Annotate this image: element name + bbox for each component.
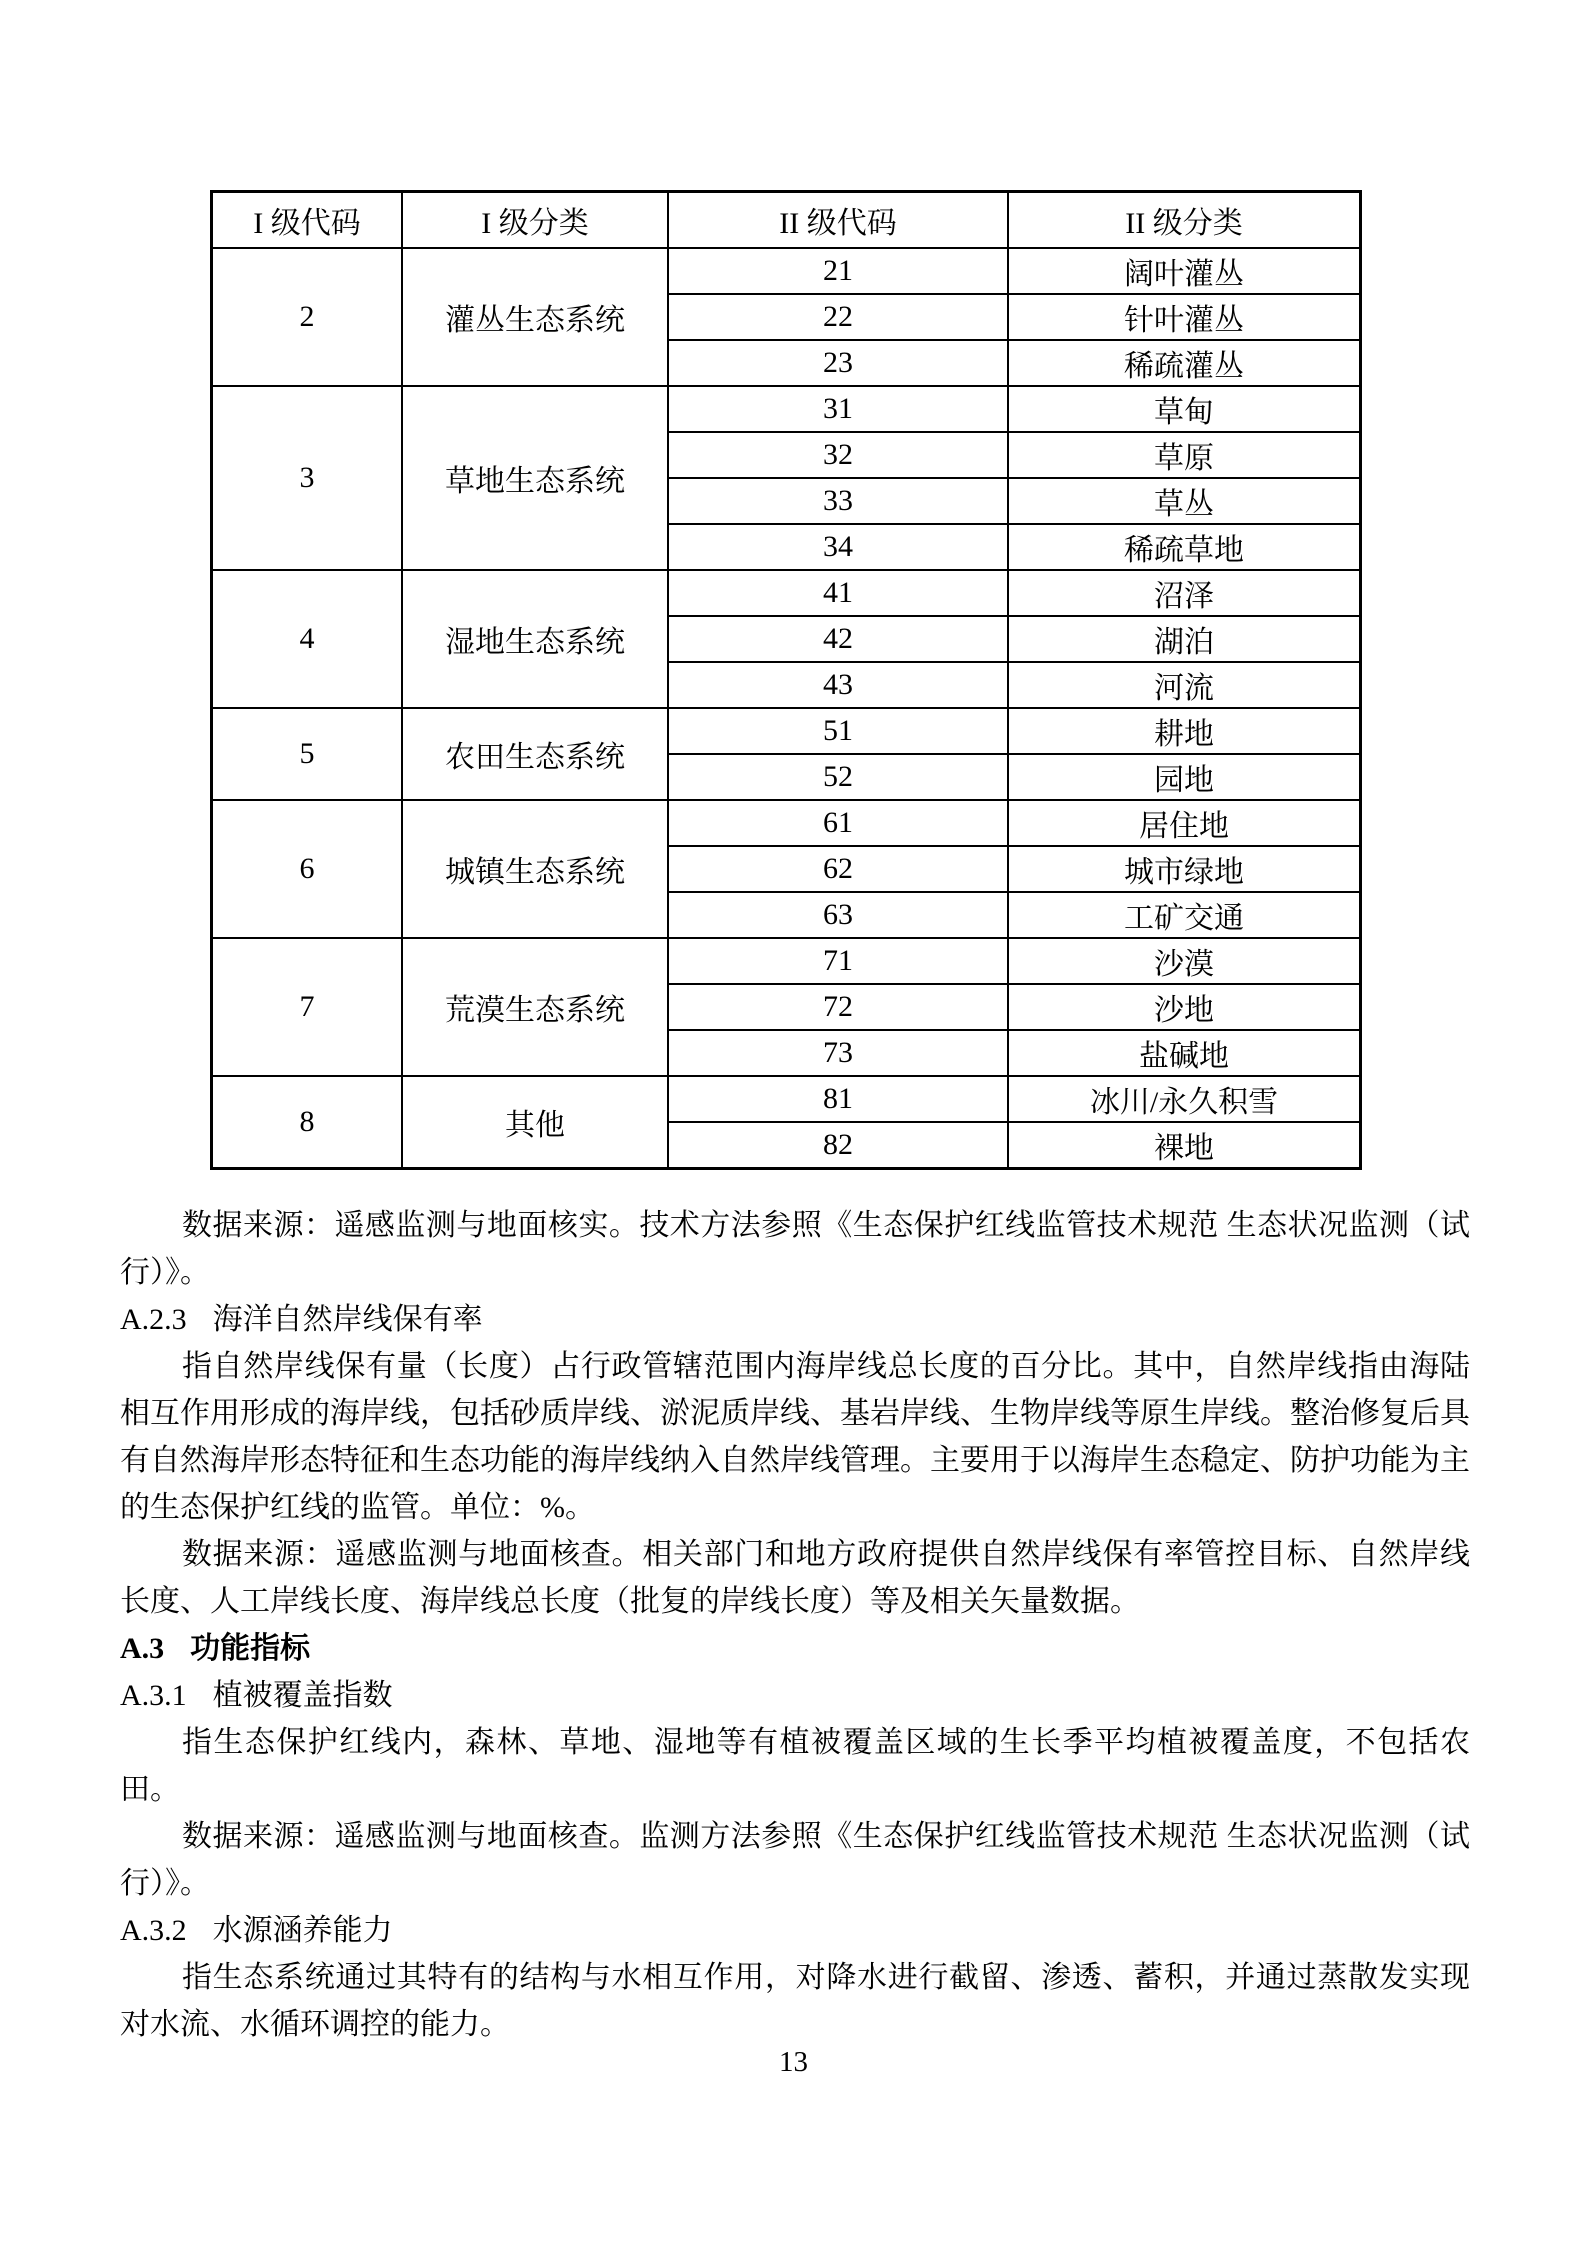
l1-code-cell: 6 — [212, 800, 403, 938]
l2-class-cell: 草丛 — [1008, 478, 1361, 524]
l2-code-cell: 32 — [668, 432, 1008, 478]
section-heading — [120, 1296, 1470, 1343]
l2-code-cell: 42 — [668, 616, 1008, 662]
table-row — [212, 800, 1361, 846]
table-row — [212, 386, 1361, 432]
column-header: II 级分类 — [1008, 192, 1361, 249]
l2-class-cell: 冰川/永久积雪 — [1008, 1076, 1361, 1122]
l2-class-cell: 裸地 — [1008, 1122, 1361, 1169]
l1-code-cell: 2 — [212, 248, 403, 386]
l2-code-cell: 31 — [668, 386, 1008, 432]
l1-code-cell: 5 — [212, 708, 403, 800]
paragraph: 指自然岸线保有量（长度）占行政管辖范围内海岸线总长度的百分比。其中，自然岸线指由海陆相互作用形成的海岸线，包括砂质岸线、淤泥质岸线、基岩岸线、生物岸线等原生岸线。整治修复后具有自然海岸形态特征和生态功能的海岸线纳入自然岸线管理。主要用于以海岸生态稳定、防护功能为主的生态保护红线的监管。单位：%。 — [120, 1350, 1470, 1524]
l1-class-cell: 其他 — [402, 1076, 668, 1169]
l2-class-cell: 稀疏草地 — [1008, 524, 1361, 570]
classification-table — [210, 190, 1362, 1170]
section-heading — [120, 1625, 1470, 1672]
l2-class-cell: 草原 — [1008, 432, 1361, 478]
table-row — [212, 938, 1361, 984]
document-body — [120, 1202, 1470, 2048]
l2-code-cell: 41 — [668, 570, 1008, 616]
table-row — [212, 248, 1361, 294]
l1-code-cell: 7 — [212, 938, 403, 1076]
l1-code-cell: 4 — [212, 570, 403, 708]
l2-class-cell: 稀疏灌丛 — [1008, 340, 1361, 386]
l1-class-cell: 城镇生态系统 — [402, 800, 668, 938]
section-number: A.2.3 — [120, 1303, 187, 1336]
l2-class-cell: 城市绿地 — [1008, 846, 1361, 892]
l2-class-cell: 湖泊 — [1008, 616, 1361, 662]
l2-code-cell: 71 — [668, 938, 1008, 984]
column-header: I 级分类 — [402, 192, 668, 249]
l2-class-cell: 工矿交通 — [1008, 892, 1361, 938]
l2-class-cell: 居住地 — [1008, 800, 1361, 846]
l2-code-cell: 43 — [668, 662, 1008, 708]
paragraph: 数据来源：遥感监测与地面核查。相关部门和地方政府提供自然岸线保有率管控目标、自然岸线长度、人工岸线长度、海岸线总长度（批复的岸线长度）等及相关矢量数据。 — [120, 1538, 1470, 1618]
column-header: II 级代码 — [668, 192, 1008, 249]
section-number: A.3.2 — [120, 1914, 187, 1947]
l2-code-cell: 52 — [668, 754, 1008, 800]
section-title: 植被覆盖指数 — [212, 1679, 393, 1712]
l1-code-cell: 8 — [212, 1076, 403, 1169]
l2-class-cell: 沙地 — [1008, 984, 1361, 1030]
page-number: 13 — [779, 2046, 808, 2078]
l2-code-cell: 33 — [668, 478, 1008, 524]
l2-code-cell: 81 — [668, 1076, 1008, 1122]
l2-class-cell: 园地 — [1008, 754, 1361, 800]
table-row — [212, 1076, 1361, 1122]
l2-class-cell: 河流 — [1008, 662, 1361, 708]
l2-code-cell: 73 — [668, 1030, 1008, 1076]
l2-code-cell: 62 — [668, 846, 1008, 892]
l1-class-cell: 草地生态系统 — [402, 386, 668, 570]
l2-class-cell: 耕地 — [1008, 708, 1361, 754]
table-row — [212, 708, 1361, 754]
l2-code-cell: 22 — [668, 294, 1008, 340]
l2-code-cell: 61 — [668, 800, 1008, 846]
column-header: I 级代码 — [212, 192, 403, 249]
l2-class-cell: 草甸 — [1008, 386, 1361, 432]
l2-class-cell: 盐碱地 — [1008, 1030, 1361, 1076]
section-heading — [120, 1907, 1470, 1954]
l2-code-cell: 34 — [668, 524, 1008, 570]
section-title: 功能指标 — [190, 1632, 311, 1665]
paragraph: 指生态保护红线内，森林、草地、湿地等有植被覆盖区域的生长季平均植被覆盖度，不包括农田。 — [120, 1726, 1470, 1806]
section-number: A.3.1 — [120, 1679, 187, 1712]
table-header-row — [212, 192, 1361, 249]
paragraph: 指生态系统通过其特有的结构与水相互作用，对降水进行截留、渗透、蓄积，并通过蒸散发实现对水流、水循环调控的能力。 — [120, 1961, 1470, 2041]
section-title: 水源涵养能力 — [212, 1914, 393, 1947]
l1-class-cell: 农田生态系统 — [402, 708, 668, 800]
l2-code-cell: 21 — [668, 248, 1008, 294]
l2-class-cell: 阔叶灌丛 — [1008, 248, 1361, 294]
paragraph: 数据来源：遥感监测与地面核实。技术方法参照《生态保护红线监管技术规范 生态状况监测（试行）》。 — [120, 1209, 1470, 1289]
section-heading — [120, 1672, 1470, 1719]
l1-class-cell: 灌丛生态系统 — [402, 248, 668, 386]
l2-class-cell: 沙漠 — [1008, 938, 1361, 984]
l2-code-cell: 72 — [668, 984, 1008, 1030]
l1-class-cell: 湿地生态系统 — [402, 570, 668, 708]
l2-code-cell: 82 — [668, 1122, 1008, 1169]
l1-code-cell: 3 — [212, 386, 403, 570]
l2-class-cell: 沼泽 — [1008, 570, 1361, 616]
l1-class-cell: 荒漠生态系统 — [402, 938, 668, 1076]
table-row — [212, 570, 1361, 616]
l2-code-cell: 63 — [668, 892, 1008, 938]
l2-class-cell: 针叶灌丛 — [1008, 294, 1361, 340]
section-title: 海洋自然岸线保有率 — [212, 1303, 483, 1336]
section-number: A.3 — [120, 1632, 165, 1665]
l2-code-cell: 51 — [668, 708, 1008, 754]
l2-code-cell: 23 — [668, 340, 1008, 386]
paragraph: 数据来源：遥感监测与地面核查。监测方法参照《生态保护红线监管技术规范 生态状况监测（试行）》。 — [120, 1820, 1470, 1900]
